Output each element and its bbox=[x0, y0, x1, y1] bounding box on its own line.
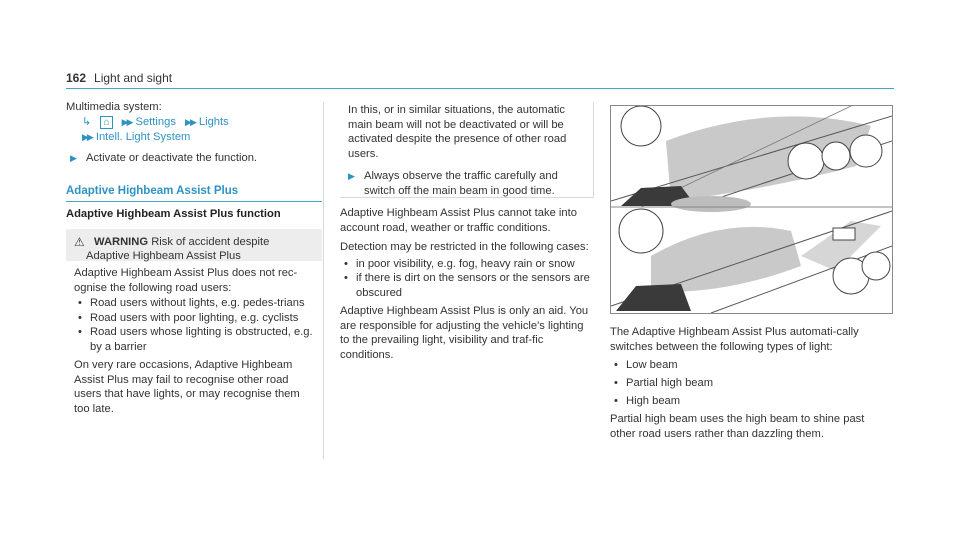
column-3 bbox=[610, 325, 870, 441]
column-1 bbox=[66, 100, 322, 165]
warning-title: Risk of accident despite bbox=[151, 236, 270, 248]
chevron-icon: ▶▶ bbox=[121, 116, 132, 127]
page-number: 162 bbox=[66, 71, 87, 85]
scene-top-panel bbox=[611, 106, 892, 212]
list-item: • Road users whose lighting is obstructed, e.g. by a barrier bbox=[74, 325, 318, 354]
nav-intell-light-system: Intell. Light System bbox=[95, 131, 191, 143]
return-arrow-icon: ↳ bbox=[82, 115, 92, 128]
nav-path bbox=[66, 115, 322, 131]
list-item: • High beam bbox=[610, 392, 870, 410]
list-item: • Road users with poor lighting, e.g. cyclists bbox=[74, 311, 318, 326]
activate-step bbox=[66, 151, 322, 166]
warning-label: WARNING bbox=[94, 236, 149, 248]
warning-heading bbox=[74, 235, 314, 250]
nav-path-line2 bbox=[66, 130, 322, 145]
step-triangle-icon: ▶ bbox=[70, 152, 77, 163]
aid-text: Adaptive Highbeam Assist Plus is only an aid. You are responsible for adjusting the vehicle's lighting to the prevailing light, visibility and traf-fic conditions. bbox=[340, 305, 589, 361]
list-item: • in poor visibility, e.g. fog, heavy rain or snow bbox=[340, 257, 592, 272]
warning-continuation: In this, or in similar situations, the automatic main beam will not be deactivated or will be activated despite the presence of other road users. bbox=[348, 104, 567, 160]
column-2-body bbox=[340, 206, 592, 362]
list-item: • if there is dirt on the sensors or the sensors are obscured bbox=[340, 271, 592, 300]
cannot-take-text: Adaptive Highbeam Assist Plus cannot take into account road, weather or traffic conditions. bbox=[340, 207, 577, 234]
header-rule bbox=[66, 88, 894, 89]
section-title: Adaptive Highbeam Assist Plus bbox=[66, 185, 239, 197]
warning-intro: Adaptive Highbeam Assist Plus does not rec-ognise the following road users: bbox=[74, 267, 298, 294]
warning-body bbox=[74, 266, 318, 416]
highbeam-illustration bbox=[610, 105, 893, 314]
warning-box-edge bbox=[593, 102, 594, 198]
warning-closing: On very rare occasions, Adaptive Highbeam Assist Plus may fail to recognise other road users that have lights, or may recognise them too late. bbox=[74, 359, 300, 415]
light-types-intro: The Adaptive Highbeam Assist Plus automati-cally switches between the following types of light: bbox=[610, 326, 859, 353]
chevron-icon: ▶▶ bbox=[82, 132, 92, 142]
road-scene-image bbox=[611, 106, 892, 313]
nav-settings: Settings bbox=[135, 115, 176, 128]
column-divider bbox=[323, 102, 324, 459]
road-users-list bbox=[74, 296, 318, 354]
function-title: Adaptive Highbeam Assist Plus function bbox=[66, 208, 281, 220]
system-intro: Multimedia system: bbox=[66, 101, 162, 113]
scene-bottom-panel bbox=[611, 209, 892, 313]
observe-step bbox=[348, 169, 588, 198]
section-name: Light and sight bbox=[94, 71, 173, 85]
section-rule bbox=[66, 201, 322, 202]
warning-triangle-icon: ⚠ bbox=[74, 235, 85, 249]
list-item: • Road users without lights, e.g. pedes-trians bbox=[74, 296, 318, 311]
nav-lights: Lights bbox=[198, 115, 229, 128]
warning-title-line2: Adaptive Highbeam Assist Plus bbox=[86, 250, 241, 262]
page-header bbox=[66, 71, 172, 85]
step-triangle-icon: ▶ bbox=[348, 171, 355, 181]
detection-text: Detection may be restricted in the following cases: bbox=[340, 241, 589, 253]
detection-list bbox=[340, 257, 592, 301]
partial-beam-text: Partial high beam uses the high beam to shine past other road users rather than dazzling them. bbox=[610, 413, 865, 440]
light-types-list bbox=[610, 356, 870, 410]
column-2 bbox=[348, 103, 588, 198]
observe-step-text: Always observe the traffic carefully and switch off the main beam in good time. bbox=[364, 170, 558, 197]
home-icon: ⌂ bbox=[100, 116, 112, 129]
list-item: • Low beam bbox=[610, 356, 870, 374]
chevron-icon: ▶▶ bbox=[185, 116, 195, 127]
warning-box-bottom bbox=[340, 197, 594, 198]
list-item: • Partial high beam bbox=[610, 374, 870, 392]
activate-step-text: Activate or deactivate the function. bbox=[86, 151, 258, 164]
